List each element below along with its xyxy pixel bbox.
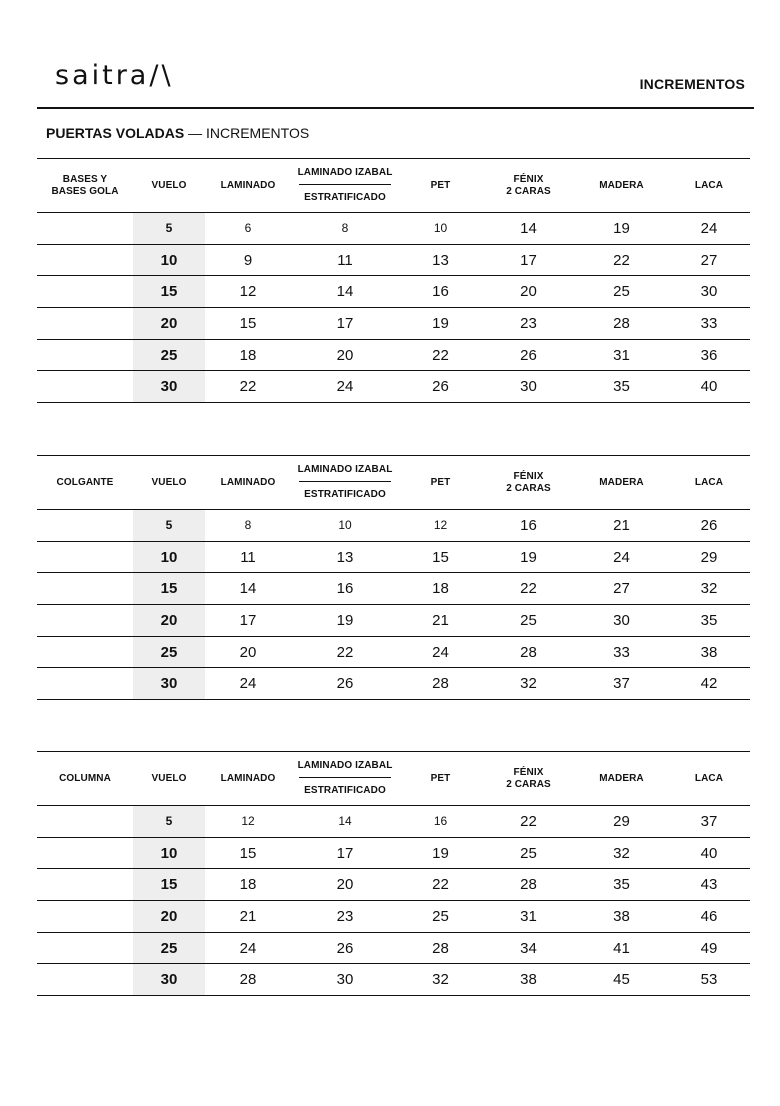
header-vuelo: VUELO <box>133 159 205 213</box>
fenix-cell: 19 <box>482 541 575 573</box>
fenix-cell: 23 <box>482 308 575 340</box>
empty-label-cell <box>37 244 133 276</box>
laca-cell: 30 <box>668 276 750 308</box>
laca-cell: 37 <box>668 806 750 838</box>
laca-cell: 38 <box>668 636 750 668</box>
vuelo-cell: 15 <box>133 573 205 605</box>
madera-cell: 21 <box>575 510 668 542</box>
table-row <box>37 213 750 245</box>
vuelo-cell: 25 <box>133 636 205 668</box>
izabal-cell: 8 <box>291 213 399 245</box>
table-row <box>37 541 750 573</box>
fenix-cell: 38 <box>482 964 575 996</box>
fenix-cell: 14 <box>482 213 575 245</box>
header-fenix <box>482 752 575 806</box>
madera-cell: 27 <box>575 573 668 605</box>
izabal-cell: 17 <box>291 837 399 869</box>
pet-cell: 24 <box>399 636 482 668</box>
laminado-cell: 12 <box>205 276 291 308</box>
izabal-cell: 17 <box>291 308 399 340</box>
laminado-cell: 15 <box>205 837 291 869</box>
madera-cell: 19 <box>575 213 668 245</box>
fenix-cell: 22 <box>482 806 575 838</box>
laca-cell: 36 <box>668 339 750 371</box>
page-title-rest: — INCREMENTOS <box>184 125 310 141</box>
pet-cell: 12 <box>399 510 482 542</box>
madera-cell: 22 <box>575 244 668 276</box>
fenix-cell: 20 <box>482 276 575 308</box>
header-laminado-izabal <box>291 752 399 806</box>
izabal-cell: 16 <box>291 573 399 605</box>
fenix-cell: 22 <box>482 573 575 605</box>
izabal-cell: 23 <box>291 901 399 933</box>
header-laca: LACA <box>668 752 750 806</box>
category-label-line: COLUMNA <box>59 772 111 784</box>
table-header-row <box>37 456 750 510</box>
category-label <box>37 752 133 806</box>
laca-cell: 29 <box>668 541 750 573</box>
vuelo-cell: 25 <box>133 339 205 371</box>
vuelo-cell: 10 <box>133 244 205 276</box>
table-header-row <box>37 159 750 213</box>
laminado-cell: 14 <box>205 573 291 605</box>
laca-cell: 40 <box>668 837 750 869</box>
header-laminado-izabal <box>291 159 399 213</box>
vuelo-cell: 20 <box>133 605 205 637</box>
vuelo-cell: 5 <box>133 510 205 542</box>
vuelo-cell: 20 <box>133 901 205 933</box>
laminado-cell: 20 <box>205 636 291 668</box>
izabal-cell: 20 <box>291 869 399 901</box>
vuelo-cell: 30 <box>133 964 205 996</box>
pet-cell: 28 <box>399 668 482 700</box>
madera-cell: 38 <box>575 901 668 933</box>
header-izabal-top: LAMINADO IZABAL <box>297 760 393 771</box>
izabal-cell: 11 <box>291 244 399 276</box>
laca-cell: 33 <box>668 308 750 340</box>
empty-label-cell <box>37 837 133 869</box>
table-row <box>37 932 750 964</box>
laminado-cell: 9 <box>205 244 291 276</box>
table-row <box>37 510 750 542</box>
empty-label-cell <box>37 605 133 637</box>
header-madera: MADERA <box>575 456 668 510</box>
table-row <box>37 837 750 869</box>
vuelo-cell: 30 <box>133 668 205 700</box>
pet-cell: 16 <box>399 806 482 838</box>
table-bases <box>37 158 750 403</box>
laca-cell: 53 <box>668 964 750 996</box>
category-label-line: BASES Y <box>62 173 108 185</box>
table-row <box>37 371 750 403</box>
madera-cell: 35 <box>575 371 668 403</box>
header-izabal-bottom: ESTRATIFICADO <box>304 489 386 500</box>
laminado-cell: 18 <box>205 869 291 901</box>
saitra-logo: saitra/\ <box>55 60 174 91</box>
table-row <box>37 339 750 371</box>
madera-cell: 45 <box>575 964 668 996</box>
header-fenix-line: 2 CARAS <box>506 185 551 197</box>
table-row <box>37 276 750 308</box>
pet-cell: 28 <box>399 932 482 964</box>
table-row <box>37 901 750 933</box>
pet-cell: 10 <box>399 213 482 245</box>
madera-cell: 25 <box>575 276 668 308</box>
table-row <box>37 308 750 340</box>
fenix-cell: 31 <box>482 901 575 933</box>
header-fenix-line: 2 CARAS <box>506 482 551 494</box>
laminado-cell: 8 <box>205 510 291 542</box>
table-row <box>37 668 750 700</box>
empty-label-cell <box>37 869 133 901</box>
pet-cell: 13 <box>399 244 482 276</box>
header-laca: LACA <box>668 456 750 510</box>
fenix-cell: 25 <box>482 837 575 869</box>
vuelo-cell: 30 <box>133 371 205 403</box>
laminado-cell: 15 <box>205 308 291 340</box>
table-header-row <box>37 752 750 806</box>
page-header <box>0 0 780 109</box>
laminado-cell: 18 <box>205 339 291 371</box>
empty-label-cell <box>37 308 133 340</box>
empty-label-cell <box>37 371 133 403</box>
header-laminado-izabal <box>291 456 399 510</box>
empty-label-cell <box>37 541 133 573</box>
header-madera: MADERA <box>575 752 668 806</box>
madera-cell: 37 <box>575 668 668 700</box>
table-row <box>37 806 750 838</box>
pet-cell: 18 <box>399 573 482 605</box>
vuelo-cell: 10 <box>133 837 205 869</box>
header-fenix-line: FÉNIX <box>513 173 544 185</box>
fenix-cell: 28 <box>482 636 575 668</box>
madera-cell: 28 <box>575 308 668 340</box>
table-row <box>37 605 750 637</box>
empty-label-cell <box>37 901 133 933</box>
pet-cell: 16 <box>399 276 482 308</box>
empty-label-cell <box>37 573 133 605</box>
pet-cell: 21 <box>399 605 482 637</box>
header-izabal-top: LAMINADO IZABAL <box>297 167 393 178</box>
header-vuelo: VUELO <box>133 752 205 806</box>
header-laminado: LAMINADO <box>205 159 291 213</box>
laca-cell: 40 <box>668 371 750 403</box>
laminado-cell: 21 <box>205 901 291 933</box>
laminado-cell: 24 <box>205 668 291 700</box>
laminado-cell: 11 <box>205 541 291 573</box>
category-label <box>37 456 133 510</box>
pet-cell: 26 <box>399 371 482 403</box>
fenix-cell: 32 <box>482 668 575 700</box>
vuelo-cell: 15 <box>133 869 205 901</box>
laca-cell: 32 <box>668 573 750 605</box>
fenix-cell: 16 <box>482 510 575 542</box>
header-divider <box>37 107 754 109</box>
category-label <box>37 159 133 213</box>
izabal-cell: 10 <box>291 510 399 542</box>
pet-cell: 15 <box>399 541 482 573</box>
header-fenix-line: FÉNIX <box>513 766 544 778</box>
empty-label-cell <box>37 339 133 371</box>
pet-cell: 22 <box>399 869 482 901</box>
empty-label-cell <box>37 276 133 308</box>
fenix-cell: 34 <box>482 932 575 964</box>
header-izabal-top: LAMINADO IZABAL <box>297 464 393 475</box>
laca-cell: 24 <box>668 213 750 245</box>
vuelo-cell: 25 <box>133 932 205 964</box>
vuelo-cell: 20 <box>133 308 205 340</box>
table-row <box>37 636 750 668</box>
header-fenix <box>482 456 575 510</box>
laca-cell: 49 <box>668 932 750 964</box>
category-label-line: COLGANTE <box>56 476 114 488</box>
fenix-cell: 30 <box>482 371 575 403</box>
fenix-cell: 25 <box>482 605 575 637</box>
header-izabal-bottom: ESTRATIFICADO <box>304 785 386 796</box>
empty-label-cell <box>37 213 133 245</box>
laca-cell: 43 <box>668 869 750 901</box>
table-row <box>37 869 750 901</box>
header-madera: MADERA <box>575 159 668 213</box>
laca-cell: 42 <box>668 668 750 700</box>
header-pet: PET <box>399 456 482 510</box>
madera-cell: 32 <box>575 837 668 869</box>
madera-cell: 24 <box>575 541 668 573</box>
header-pet: PET <box>399 159 482 213</box>
pet-cell: 19 <box>399 308 482 340</box>
laca-cell: 46 <box>668 901 750 933</box>
table-row <box>37 244 750 276</box>
table-columna <box>37 751 750 996</box>
empty-label-cell <box>37 964 133 996</box>
empty-label-cell <box>37 806 133 838</box>
fenix-cell: 17 <box>482 244 575 276</box>
header-pet: PET <box>399 752 482 806</box>
header-fenix-line: 2 CARAS <box>506 778 551 790</box>
izabal-cell: 30 <box>291 964 399 996</box>
laca-cell: 26 <box>668 510 750 542</box>
empty-label-cell <box>37 932 133 964</box>
izabal-cell: 19 <box>291 605 399 637</box>
pet-cell: 25 <box>399 901 482 933</box>
table-row <box>37 964 750 996</box>
empty-label-cell <box>37 510 133 542</box>
empty-label-cell <box>37 668 133 700</box>
pet-cell: 22 <box>399 339 482 371</box>
section-label: INCREMENTOS <box>639 76 745 92</box>
header-laminado: LAMINADO <box>205 456 291 510</box>
laminado-cell: 24 <box>205 932 291 964</box>
header-fenix <box>482 159 575 213</box>
madera-cell: 41 <box>575 932 668 964</box>
izabal-cell: 13 <box>291 541 399 573</box>
header-laminado: LAMINADO <box>205 752 291 806</box>
laca-cell: 35 <box>668 605 750 637</box>
laminado-cell: 6 <box>205 213 291 245</box>
header-vuelo: VUELO <box>133 456 205 510</box>
pet-cell: 19 <box>399 837 482 869</box>
vuelo-cell: 5 <box>133 806 205 838</box>
header-laca: LACA <box>668 159 750 213</box>
vuelo-cell: 10 <box>133 541 205 573</box>
izabal-cell: 26 <box>291 932 399 964</box>
fenix-cell: 26 <box>482 339 575 371</box>
laminado-cell: 17 <box>205 605 291 637</box>
page-title-bold: PUERTAS VOLADAS <box>46 125 185 141</box>
header-izabal-bottom: ESTRATIFICADO <box>304 192 386 203</box>
izabal-cell: 24 <box>291 371 399 403</box>
izabal-cell: 14 <box>291 276 399 308</box>
madera-cell: 33 <box>575 636 668 668</box>
fenix-cell: 28 <box>482 869 575 901</box>
category-label-line: BASES GOLA <box>51 185 119 197</box>
vuelo-cell: 5 <box>133 213 205 245</box>
vuelo-cell: 15 <box>133 276 205 308</box>
izabal-cell: 26 <box>291 668 399 700</box>
table-row <box>37 573 750 605</box>
izabal-cell: 22 <box>291 636 399 668</box>
madera-cell: 29 <box>575 806 668 838</box>
laminado-cell: 28 <box>205 964 291 996</box>
laminado-cell: 22 <box>205 371 291 403</box>
table-colgante <box>37 455 750 700</box>
izabal-cell: 14 <box>291 806 399 838</box>
izabal-cell: 20 <box>291 339 399 371</box>
pet-cell: 32 <box>399 964 482 996</box>
page-title <box>46 125 309 141</box>
header-fenix-line: FÉNIX <box>513 470 544 482</box>
madera-cell: 30 <box>575 605 668 637</box>
empty-label-cell <box>37 636 133 668</box>
laminado-cell: 12 <box>205 806 291 838</box>
madera-cell: 31 <box>575 339 668 371</box>
madera-cell: 35 <box>575 869 668 901</box>
laca-cell: 27 <box>668 244 750 276</box>
